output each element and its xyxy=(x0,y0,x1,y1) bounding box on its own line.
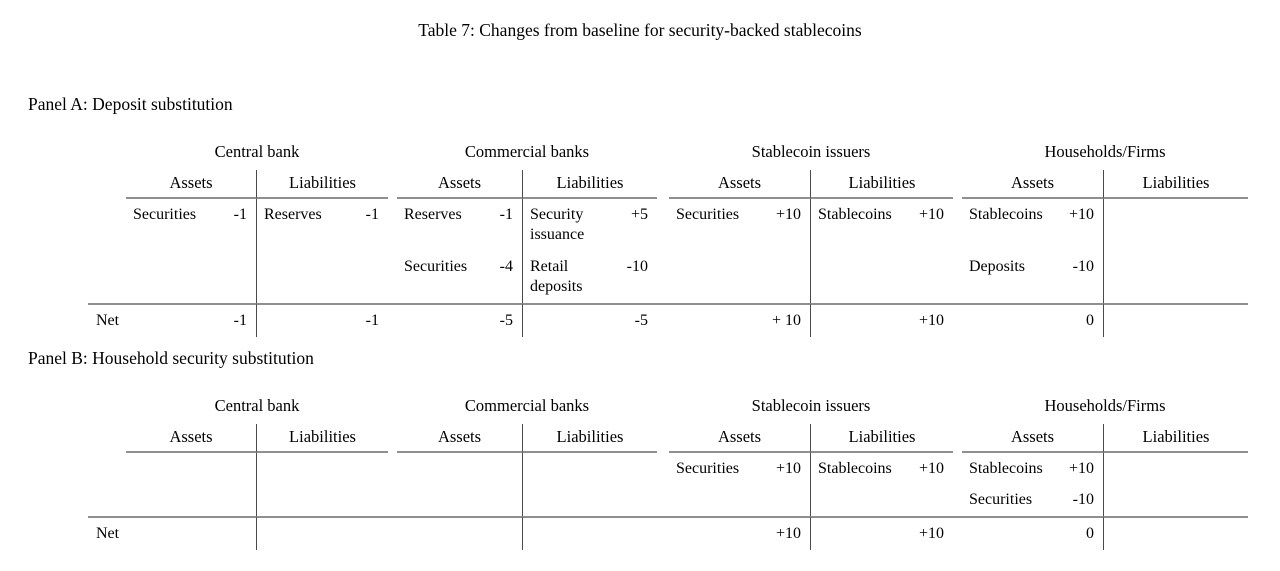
net-row-label: Net xyxy=(88,303,126,337)
col-header-assets: Assets xyxy=(397,170,523,199)
cell-assets xyxy=(669,199,811,251)
cell-assets xyxy=(962,484,1104,516)
net-liabilities-value: +10 xyxy=(811,516,953,550)
column-gap xyxy=(657,516,669,550)
column-gap xyxy=(953,516,962,550)
cell-liabilities xyxy=(523,484,657,516)
cell-assets xyxy=(962,251,1104,303)
group-title-commercial-banks: Commercial banks xyxy=(464,396,590,415)
column-gap xyxy=(388,516,397,550)
group-title-commercial-banks: Commercial banks xyxy=(464,142,590,161)
cell-liabilities xyxy=(523,199,657,251)
col-header-liabilities: Liabilities xyxy=(523,424,657,453)
account-name: Retail deposits xyxy=(530,258,583,296)
cell-liabilities xyxy=(1104,453,1248,484)
account-value: -1 xyxy=(499,206,513,223)
net-liabilities-value: -5 xyxy=(523,303,657,337)
group-title-stablecoin-issuers: Stablecoin issuers xyxy=(751,396,871,415)
col-header-liabilities: Liabilities xyxy=(523,170,657,199)
account-value: +10 xyxy=(1068,460,1094,477)
col-header-assets: Assets xyxy=(669,424,811,453)
account-value: -10 xyxy=(1072,258,1094,275)
column-gap xyxy=(657,303,669,337)
cell-liabilities xyxy=(1104,199,1248,251)
cell-assets xyxy=(397,453,523,484)
account-value: +10 xyxy=(1068,206,1094,223)
table-title: Table 7: Changes from baseline for security-backed stablecoins xyxy=(418,20,862,40)
cell-liabilities xyxy=(811,453,953,484)
col-header-liabilities: Liabilities xyxy=(1104,424,1248,453)
group-title-stablecoin-issuers: Stablecoin issuers xyxy=(751,142,871,161)
account-name: Securities xyxy=(676,206,740,223)
panel-a-label: Panel A: Deposit substitution xyxy=(28,94,233,114)
cell-assets xyxy=(669,484,811,516)
account-name: Deposits xyxy=(969,258,1025,275)
col-header-liabilities: Liabilities xyxy=(257,424,388,453)
net-liabilities-value xyxy=(1104,303,1248,337)
net-assets-value: 0 xyxy=(962,303,1104,337)
cell-assets xyxy=(397,484,523,516)
account-name: Stablecoins xyxy=(818,460,892,477)
cell-liabilities xyxy=(1104,484,1248,516)
account-name: Securities xyxy=(404,258,468,275)
col-header-assets: Assets xyxy=(126,424,257,453)
account-name: Stablecoins xyxy=(969,460,1043,477)
account-name: Reserves xyxy=(404,206,462,223)
cell-liabilities xyxy=(523,453,657,484)
account-value: -10 xyxy=(626,258,648,275)
column-gap xyxy=(953,303,962,337)
net-assets-value: -5 xyxy=(397,303,523,337)
account-name: Stablecoins xyxy=(969,206,1043,223)
net-liabilities-value xyxy=(1104,516,1248,550)
account-value: +10 xyxy=(775,206,801,223)
col-header-assets: Assets xyxy=(397,424,523,453)
cell-liabilities xyxy=(257,453,388,484)
group-title-central-bank: Central bank xyxy=(214,142,300,161)
cell-assets xyxy=(397,199,523,251)
col-header-liabilities: Liabilities xyxy=(1104,170,1248,199)
account-value: -1 xyxy=(233,206,247,223)
net-assets-value: 0 xyxy=(962,516,1104,550)
account-value: +5 xyxy=(630,206,648,223)
net-liabilities-value xyxy=(523,516,657,550)
account-name: Securities xyxy=(676,460,740,477)
cell-assets xyxy=(126,484,257,516)
column-gap xyxy=(388,303,397,337)
cell-assets xyxy=(962,453,1104,484)
account-name: Securities xyxy=(969,491,1033,508)
net-liabilities-value xyxy=(257,516,388,550)
panel-a-balance-sheet-table xyxy=(88,140,1248,337)
col-header-assets: Assets xyxy=(669,170,811,199)
group-title-households-firms: Households/Firms xyxy=(1044,396,1166,415)
panel-b-balance-sheet-table xyxy=(88,394,1248,550)
panel-b-label: Panel B: Household security substitution xyxy=(28,348,314,368)
cell-liabilities xyxy=(811,251,953,303)
cell-assets xyxy=(126,251,257,303)
account-value: +10 xyxy=(918,460,944,477)
group-title-households-firms: Households/Firms xyxy=(1044,142,1166,161)
net-assets-value: -1 xyxy=(126,303,257,337)
col-header-liabilities: Liabilities xyxy=(257,170,388,199)
net-row-label: Net xyxy=(88,516,126,550)
net-assets-value: +10 xyxy=(669,516,811,550)
cell-assets xyxy=(397,251,523,303)
cell-liabilities xyxy=(257,199,388,251)
cell-liabilities xyxy=(811,484,953,516)
cell-liabilities xyxy=(257,251,388,303)
account-value: -1 xyxy=(365,206,379,223)
account-value: -10 xyxy=(1072,491,1094,508)
col-header-liabilities: Liabilities xyxy=(811,170,953,199)
net-assets-value: + 10 xyxy=(669,303,811,337)
net-assets-value xyxy=(126,516,257,550)
cell-liabilities xyxy=(523,251,657,303)
cell-assets xyxy=(126,199,257,251)
account-value: +10 xyxy=(775,460,801,477)
account-name: Stablecoins xyxy=(818,206,892,223)
account-value: +10 xyxy=(918,206,944,223)
col-header-liabilities: Liabilities xyxy=(811,424,953,453)
account-value: -4 xyxy=(499,258,513,275)
account-name: Securities xyxy=(133,206,197,223)
cell-assets xyxy=(669,453,811,484)
cell-liabilities xyxy=(257,484,388,516)
col-header-assets: Assets xyxy=(962,170,1104,199)
cell-liabilities xyxy=(1104,251,1248,303)
account-name: Security issuance xyxy=(530,206,585,244)
col-header-assets: Assets xyxy=(962,424,1104,453)
net-assets-value xyxy=(397,516,523,550)
col-header-assets: Assets xyxy=(126,170,257,199)
net-liabilities-value: +10 xyxy=(811,303,953,337)
cell-assets xyxy=(669,251,811,303)
cell-assets xyxy=(962,199,1104,251)
cell-liabilities xyxy=(811,199,953,251)
group-title-central-bank: Central bank xyxy=(214,396,300,415)
net-liabilities-value: -1 xyxy=(257,303,388,337)
account-name: Reserves xyxy=(264,206,322,223)
cell-assets xyxy=(126,453,257,484)
